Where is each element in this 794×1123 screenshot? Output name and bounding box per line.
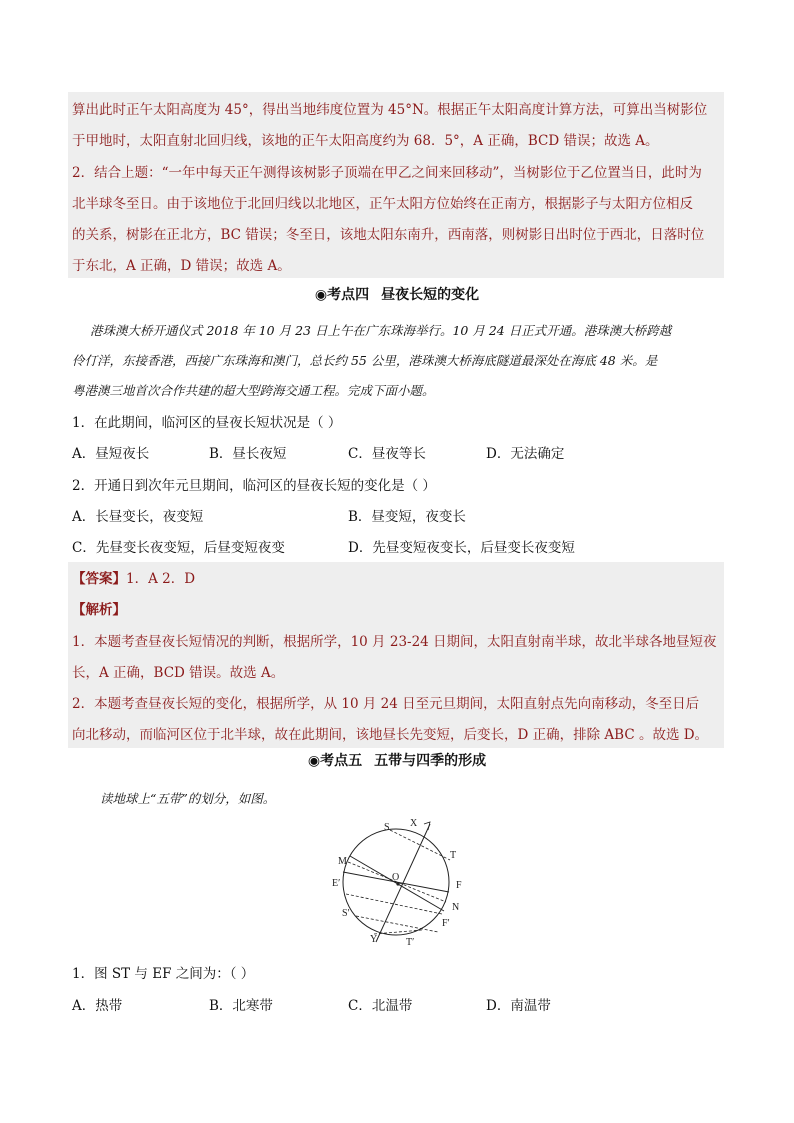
label-X: X: [410, 818, 418, 829]
label-F: F: [456, 880, 462, 891]
analysis-tag: 【解析】: [72, 602, 126, 618]
answer-line: [72, 570, 722, 588]
analysis-line: 向北移动，而临河区位于北半球，故在此期间，该地昼长先变短，后变长，D 正确，排除 ABC 。故选 D。: [72, 727, 709, 743]
analysis-heading: [72, 601, 722, 619]
option-c: C．先昼变长夜变短，后昼变短夜变: [72, 540, 285, 556]
label-M: M: [338, 856, 347, 867]
label-N: N: [452, 902, 460, 913]
passage-line: 伶仃洋，东接香港，西接广东珠海和澳门，总长约 55 公里，港珠澳大桥海底隧道最深处在海底 48 米。是: [72, 353, 658, 368]
option-c: C．昼夜等长: [348, 446, 426, 462]
section-label: 考点四: [327, 287, 370, 303]
passage-line: 港珠澳大桥开通仪式 2018 年 10 月 23 日上午在广东珠海举行。10 月 24 日正式开通。港珠澳大桥跨越: [90, 323, 672, 338]
explanation-line: 2．结合上题：“一年中每天正午测得该树影子顶端在甲乙之间来回移动”，当树影位于乙位置当日，此时为: [72, 165, 702, 181]
bullet-icon: ◉: [307, 753, 321, 769]
section-label: 考点五: [320, 753, 363, 769]
explanation-line: 的关系，树影在正北方，BC 错误；冬至日，该地太阳东南升，西南落，则树影日出时位于西北，日落时位: [72, 227, 705, 243]
bullet-icon: ◉: [314, 287, 328, 303]
answer-highlight: [68, 562, 724, 748]
five-zones-diagram: [318, 818, 478, 948]
question-1: 1．在此期间，临河区的昼夜长短状况是（ ）: [72, 415, 342, 431]
analysis-line: 1．本题考查昼夜长短情况的判断，根据所学，10 月 23-24 日期间，太阳直射南半球，故北半球各地昼短夜: [72, 634, 717, 650]
section-heading: 五带与四季的形成: [374, 753, 487, 769]
explanation-line: 于甲地时，太阳直射北回归线，该地的正午太阳高度约为 68．5°，A 正确，BCD 错误；故选 A。: [72, 133, 659, 149]
section-title-4: [0, 286, 794, 304]
label-T: T: [450, 850, 457, 861]
option-d: D．南温带: [486, 998, 551, 1014]
label-T-prime: T′: [406, 937, 415, 948]
answer-tag: 【答案】: [72, 571, 126, 587]
option-a: A．热带: [72, 998, 123, 1014]
explanation-line: 于东北，A 正确，D 错误；故选 A。: [72, 258, 291, 274]
option-d: D．无法确定: [486, 446, 565, 462]
label-O: O: [392, 872, 400, 883]
section-heading: 昼夜长短的变化: [381, 287, 480, 303]
option-d: D．先昼变短夜变长，后昼变长夜变短: [348, 540, 575, 556]
section-title-5: [0, 752, 794, 770]
option-b: B．昼长夜短: [209, 446, 287, 462]
option-b: B．昼变短，夜变长: [348, 509, 466, 525]
explanation-line: 算出此时正午太阳高度为 45°，得出当地纬度位置为 45°N。根据正午太阳高度计算方法，可算出当树影位: [72, 102, 708, 118]
label-S-prime: S′: [342, 908, 350, 919]
passage-line: 粤港澳三地首次合作共建的超大型跨海交通工程。完成下面小题。: [72, 383, 435, 398]
question-1: 1．图 ST 与 EF 之间为：（ ）: [72, 966, 255, 982]
question-2: 2．开通日到次年元旦期间，临河区的昼夜长短的变化是（ ）: [72, 478, 436, 494]
label-Y: Y: [370, 934, 378, 945]
analysis-line: 长，A 正确，BCD 错误。故选 A。: [72, 665, 285, 681]
explanation-highlight-top: [68, 92, 724, 278]
intro-line: 读地球上“五带”的划分，如图。: [100, 791, 276, 806]
explanation-line: 北半球冬至日。由于该地位于北回归线以北地区，正午太阳方位始终在正南方，根据影子与太阳方位相反: [72, 196, 693, 212]
label-E-prime: E′: [332, 878, 341, 889]
label-S: S: [384, 822, 390, 833]
answer-text: 1．A 2．D: [126, 571, 196, 587]
label-F-prime: F′: [442, 918, 450, 929]
option-c: C．北温带: [348, 998, 413, 1014]
option-a: A．昼短夜长: [72, 446, 150, 462]
option-a: A．长昼变长，夜变短: [72, 509, 204, 525]
analysis-line: 2．本题考查昼夜长短的变化，根据所学，从 10 月 24 日至元旦期间，太阳直射点先向南移动，冬至日后: [72, 696, 700, 712]
option-b: B．北寒带: [209, 998, 273, 1014]
